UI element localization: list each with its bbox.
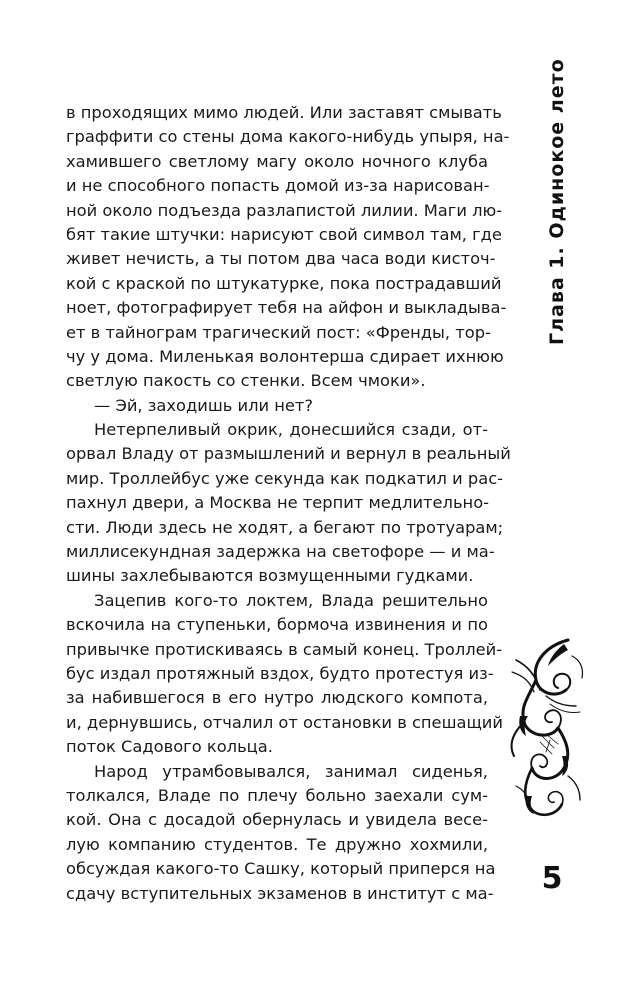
running-head-text: Глава 1. Одинокое лето: [546, 58, 568, 345]
text-line: вскочила на ступеньки, бормоча извинения и по: [66, 615, 488, 635]
text-line: бус издал протяжный вздох, будто протестуя из-: [66, 663, 494, 683]
text-line: толкался, Владе по плечу больно заехали сум-: [66, 785, 488, 805]
text-line: бят такие штучки: нарисуют свой символ там, где: [66, 224, 502, 244]
text-line: сти. Люди здесь не ходят, а бегают по тротуарам;: [66, 517, 504, 537]
text-line: граффити со стены дома какого-нибудь упыря, на-: [66, 127, 510, 147]
text-line: живет нечисть, а ты потом два часа води кисточ-: [66, 249, 496, 269]
text-line: ноет, фотографирует тебя на айфон и выкладыва-: [66, 298, 507, 318]
text-line: за набившегося в его нутро людского компота,: [66, 688, 488, 708]
text-line: поток Садового кольца.: [66, 737, 273, 757]
text-line: ной около подъезда разлапистой лилии. Маги лю-: [66, 200, 503, 220]
text-line: чу у дома. Миленькая волонтерша сдирает ихнюю: [66, 346, 504, 366]
body-text: [66, 101, 511, 906]
text-line: ет в тайнограм трагический пост: «Френды, тор-: [66, 322, 491, 342]
page-number: 5: [541, 861, 563, 896]
text-line: привычке протискиваясь в самый конец. Троллей-: [66, 639, 503, 659]
text-line: Народ утрамбовывался, занимал сиденья,: [94, 761, 488, 781]
running-head: [543, 58, 571, 345]
decorative-vine-ornament-icon: [506, 636, 590, 822]
text-line: миллисекундная задержка на светофоре — и ма-: [66, 542, 495, 562]
text-line: хамившего светлому магу около ночного клуба: [66, 151, 488, 171]
text-line: и не способного попасть домой из-за нарисован-: [66, 176, 490, 196]
text-line: лую компанию студентов. Те дружно хохмили,: [66, 834, 488, 854]
text-line: орвал Владу от размышлений и вернул в реальный: [66, 444, 511, 464]
text-line: мир. Троллейбус уже секунда как подкатил и рас-: [66, 468, 504, 488]
text-line: пахнул двери, а Москва не терпит медлительно-: [66, 493, 490, 513]
text-line: Нетерпеливый окрик, донесшийся сзади, от-: [94, 420, 488, 440]
text-line: — Эй, заходишь или нет?: [94, 395, 314, 415]
text-line: кой. Она с досадой обернулась и увидела весе-: [66, 810, 488, 830]
text-line: шины захлебываются возмущенными гудками.: [66, 566, 474, 586]
text-line: светлую пакость со стенки. Всем чмоки».: [66, 371, 426, 391]
text-line: Зацепив кого-то локтем, Влада решительно: [94, 590, 488, 610]
text-line: обсуждая какого-то Сашку, который приперся на: [66, 859, 496, 879]
text-line: и, дернувшись, отчалил от остановки в спешащий: [66, 712, 503, 732]
text-line: сдачу вступительных экзаменов в институт с ма-: [66, 883, 494, 903]
text-line: кой с краской по штукатурке, пока пострадавший: [66, 273, 502, 293]
text-line: в проходящих мимо людей. Или заставят смывать: [66, 103, 502, 122]
